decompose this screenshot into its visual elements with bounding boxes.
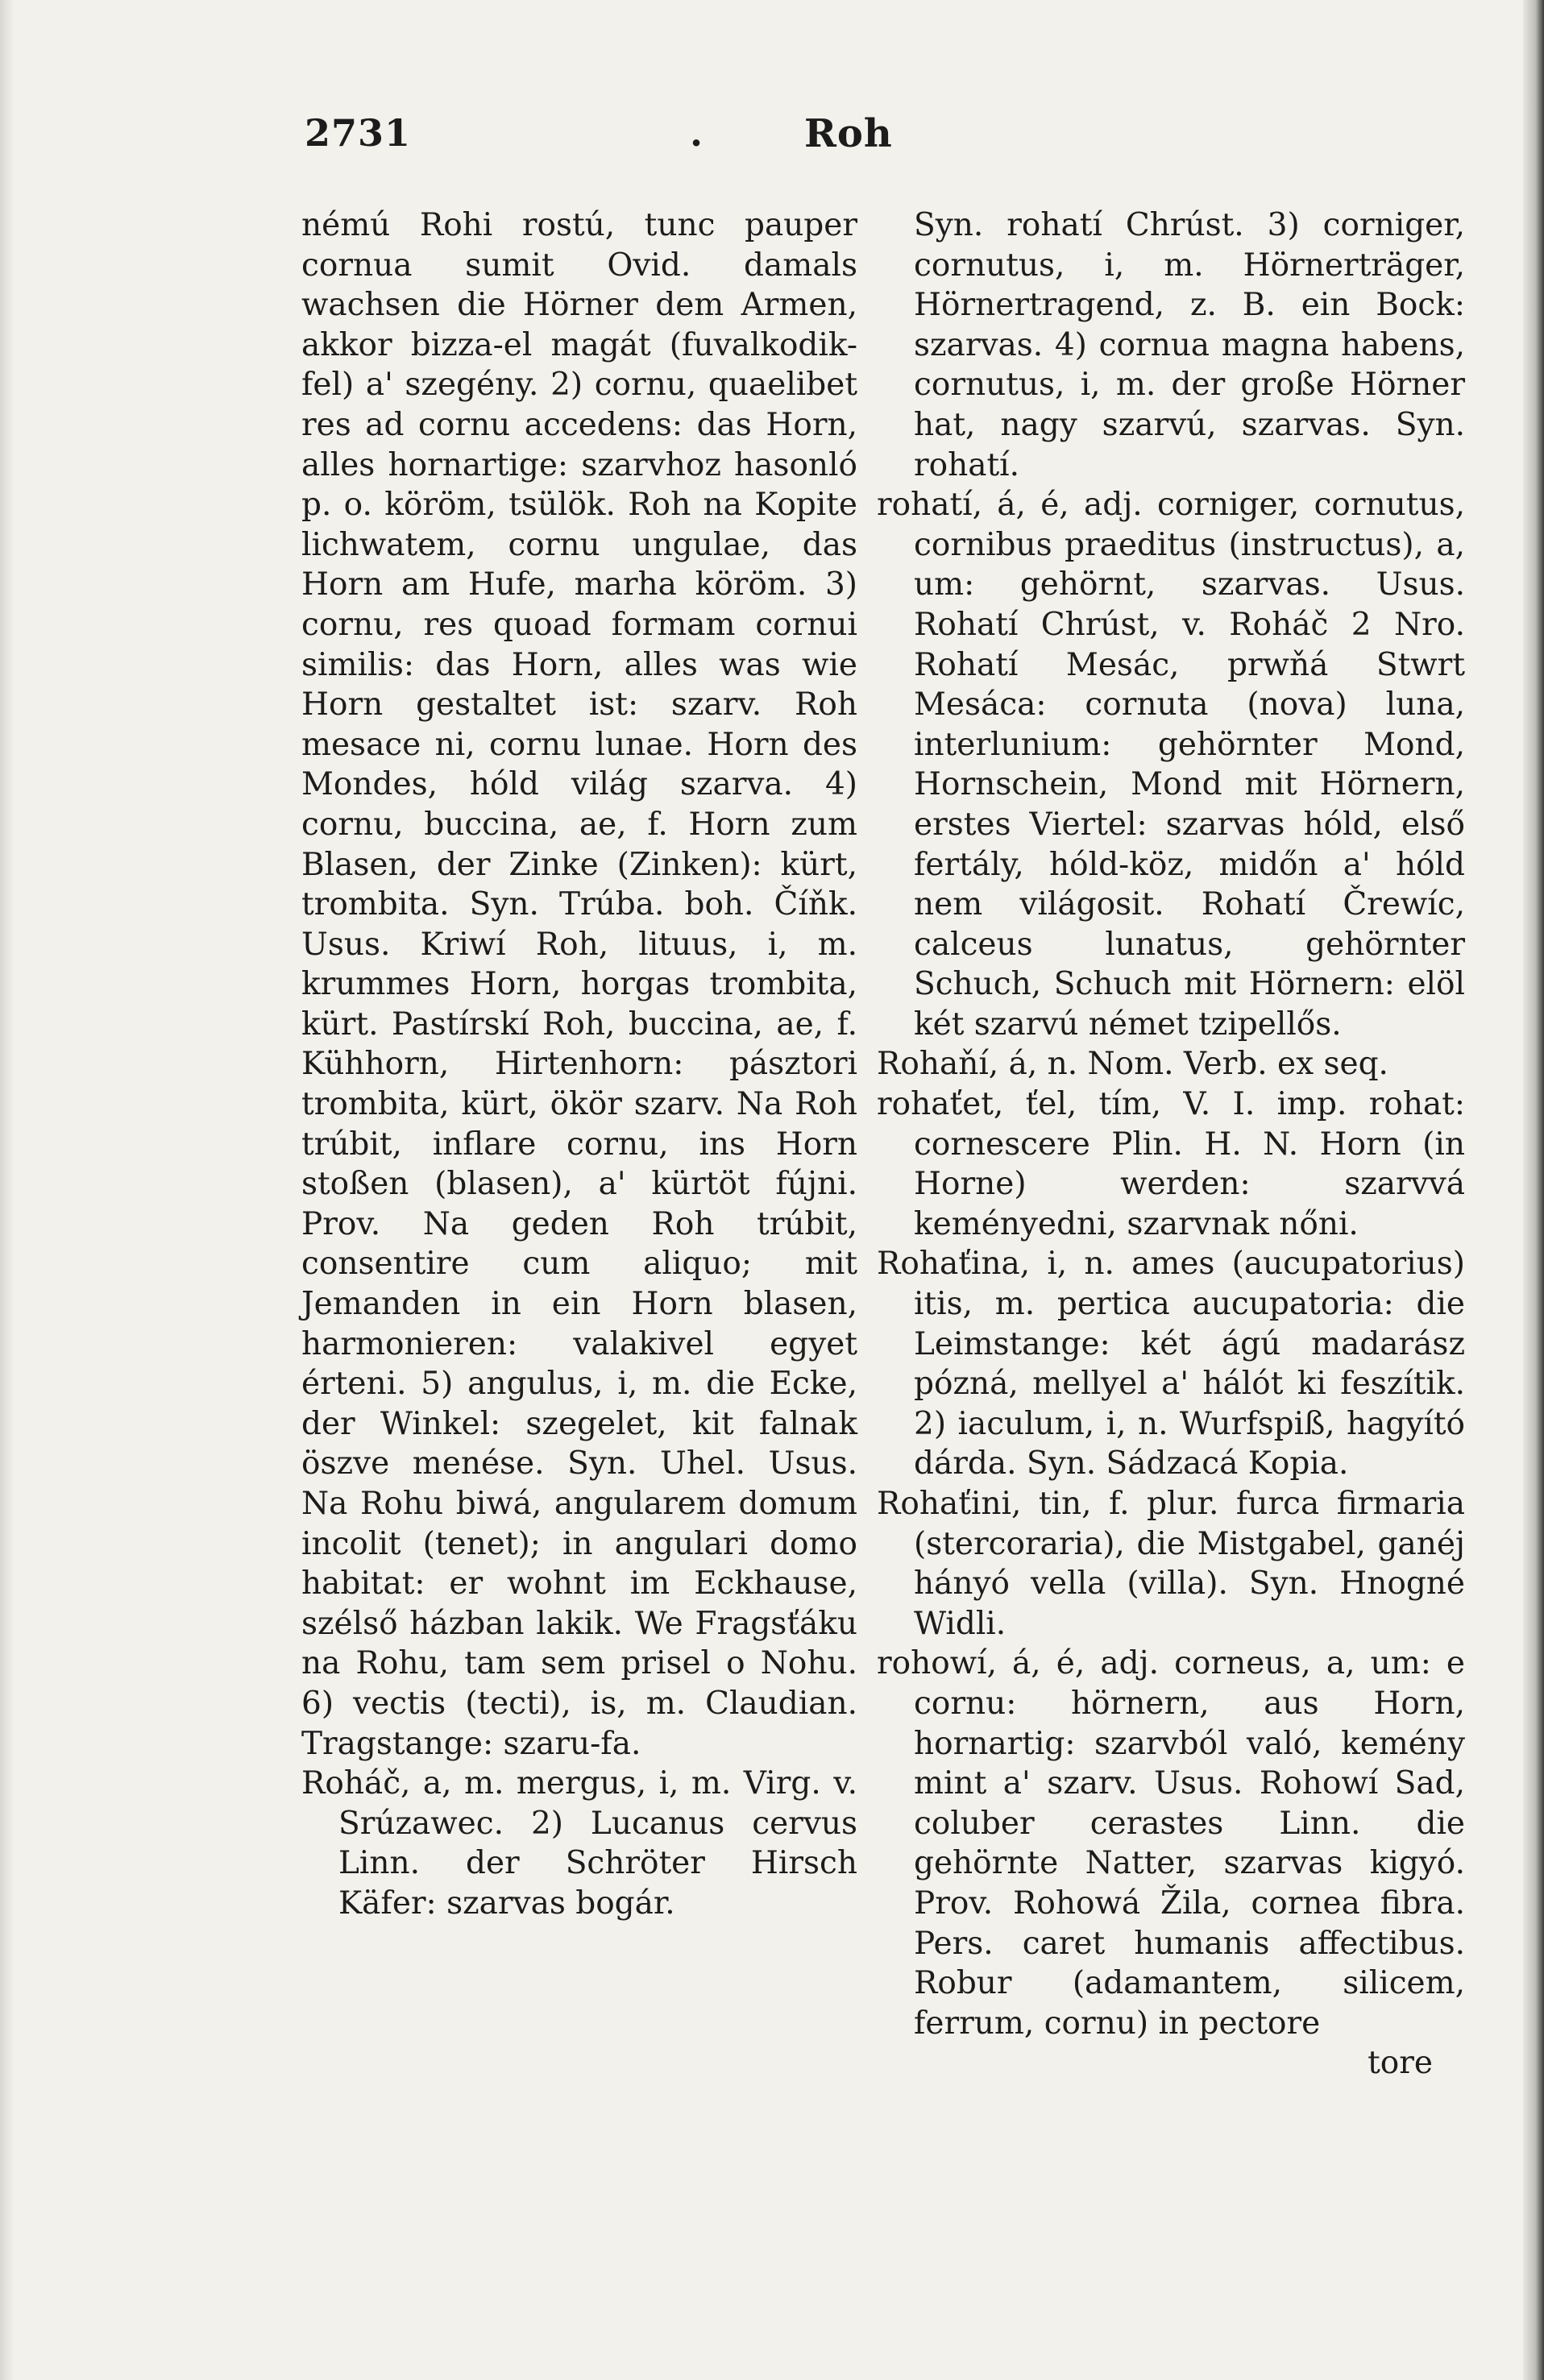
entry-roh-continued: némú Rohi rostú, tunc pauper cornua sumit Ovid. damals wachsen die Hörner dem Armen, akkor bizza-el magát (fuvalkodik-fel) a' szegény. 2) cornu, quaelibet res ad cornu accedens: das Horn, alles hornartige: szarvhoz hasonló p. o. köröm, tsülök. Roh na Kopite lichwatem, cornu ungulae, das Horn am Hufe, marha köröm. 3) cornu, res quoad formam cornui similis: das Horn, alles was wie Horn gestaltet ist: szarv. Roh mesace ni, cornu lunae. Horn des Mondes, hóld világ szarva. 4) cornu, buccina, ae, f. Horn zum Blasen, der Zinke (Zinken): kürt, trombita. Syn. Trúba. boh. Číňk. Usus. Kriwí Roh, lituus, i, m. krummes Horn, horgas trombita, kürt. Pastírskí Roh, buccina, ae, f. Kühhorn, Hirtenhorn: pásztori trombita, kürt, ökör szarv. Na Roh trúbit, inflare cornu, ins Horn stoßen (blasen), a' kürtöt fújni. Prov. Na geden Roh trúbit, consentire cum aliquo; mit Jemanden in ein Horn blasen, harmonieren: valakivel egyet érteni. 5) angulus, i, m. die Ecke, der Winkel: szegelet, kit falnak öszve menése. Syn. Uhel. Usus. Na Rohu biwá, angularem domum incolit (tenet); in angulari domo habitat: er wohnt im Eckhause, szélső házban lakik. We Fragsťáku na Rohu, tam sem prisel o Nohu. 6) vectis (tecti), is, m. Claudian. Tragstange: szaru-fa. [301,207,857,1762]
entry-rohatina: Rohaťina, i, n. ames (aucupatorius) itis, m. pertica aucupatoria: die Leimstange: két ágú madarász pózná, mellyel a' hálót ki feszítik. 2) iaculum, i, n. Wurfspiß, hagyító dárda. Syn. Sádzacá Kopia. [877,1246,1465,1482]
page-number: 2731 [305,111,412,155]
scan-edge-left [0,0,15,2380]
entry-rohani: Rohaňí, á, n. Nom. Verb. ex seq. [877,1046,1388,1083]
entry-rohowi: rohowí, á, é, adj. corneus, a, um: e cornu: hörnern, aus Horn, hornartig: szarvból való, kemény mint a' szarv. Usus. Rohowí Sad, coluber cerastes Linn. die gehörnte Natter, szarvas kigyó. Prov. Rohowá Žila, cornea fibra. Pers. caret humanis affectibus. Robur (adamantem, silicem, ferrum, cornu) in pectore [877,1645,1465,2042]
header-separator: . [690,111,704,155]
entry-rohatet: rohaťet, ťel, tím, V. I. imp. rohat: cornescere Plin. H. N. Horn (in Horne) werden: szarvvá keményedni, szarvnak nőni. [877,1086,1465,1242]
entry-rohati: rohatí, á, é, adj. corniger, cornutus, cornibus praeditus (instructus), a, um: gehörnt, szarvas. Usus. Rohatí Chrúst, v. Roháč 2 Nro. Rohatí Mesác, prwňá Stwrt Mesáca: cornuta (nova) luna, interlunium: gehörnter Mond, Hornschein, Mond mit Hörnern, erstes Viertel: szarvas hóld, első fertály, hóld-köz, midőn a' hóld nem világosit. Rohatí Črewíc, calceus lunatus, gehörnter Schuch, Schuch mit Hörnern: elöl két szarvú német tzipellős. [877,487,1465,1043]
left-column [301,205,857,1924]
entry-final-line: tore [1368,2045,1433,2082]
scan-edge-right [1523,0,1544,2380]
entry-rohac-continued: Syn. rohatí Chrúst. 3) corniger, cornutus, i, m. Hörnerträger, Hörnertragend, z. B. ein Bock: szarvas. 4) cornua magna habens, cornutus, i, m. der große Hörner hat, nagy szarvú, szarvas. Syn. rohatí. [914,207,1465,483]
right-column [877,205,1465,2084]
entry-rohatini: Rohaťini, tin, f. plur. furca firmaria (stercoraria), die Mistgabel, ganéj hányó vella (villa). Syn. Hnogné Widli. [877,1486,1465,1642]
running-head: Roh [804,111,893,156]
page-header [305,111,917,168]
entry-rohac: Roháč, a, m. mergus, i, m. Virg. v. Srúzawec. 2) Lucanus cervus Linn. der Schröter Hirsch Käfer: szarvas bogár. [301,1765,857,1922]
